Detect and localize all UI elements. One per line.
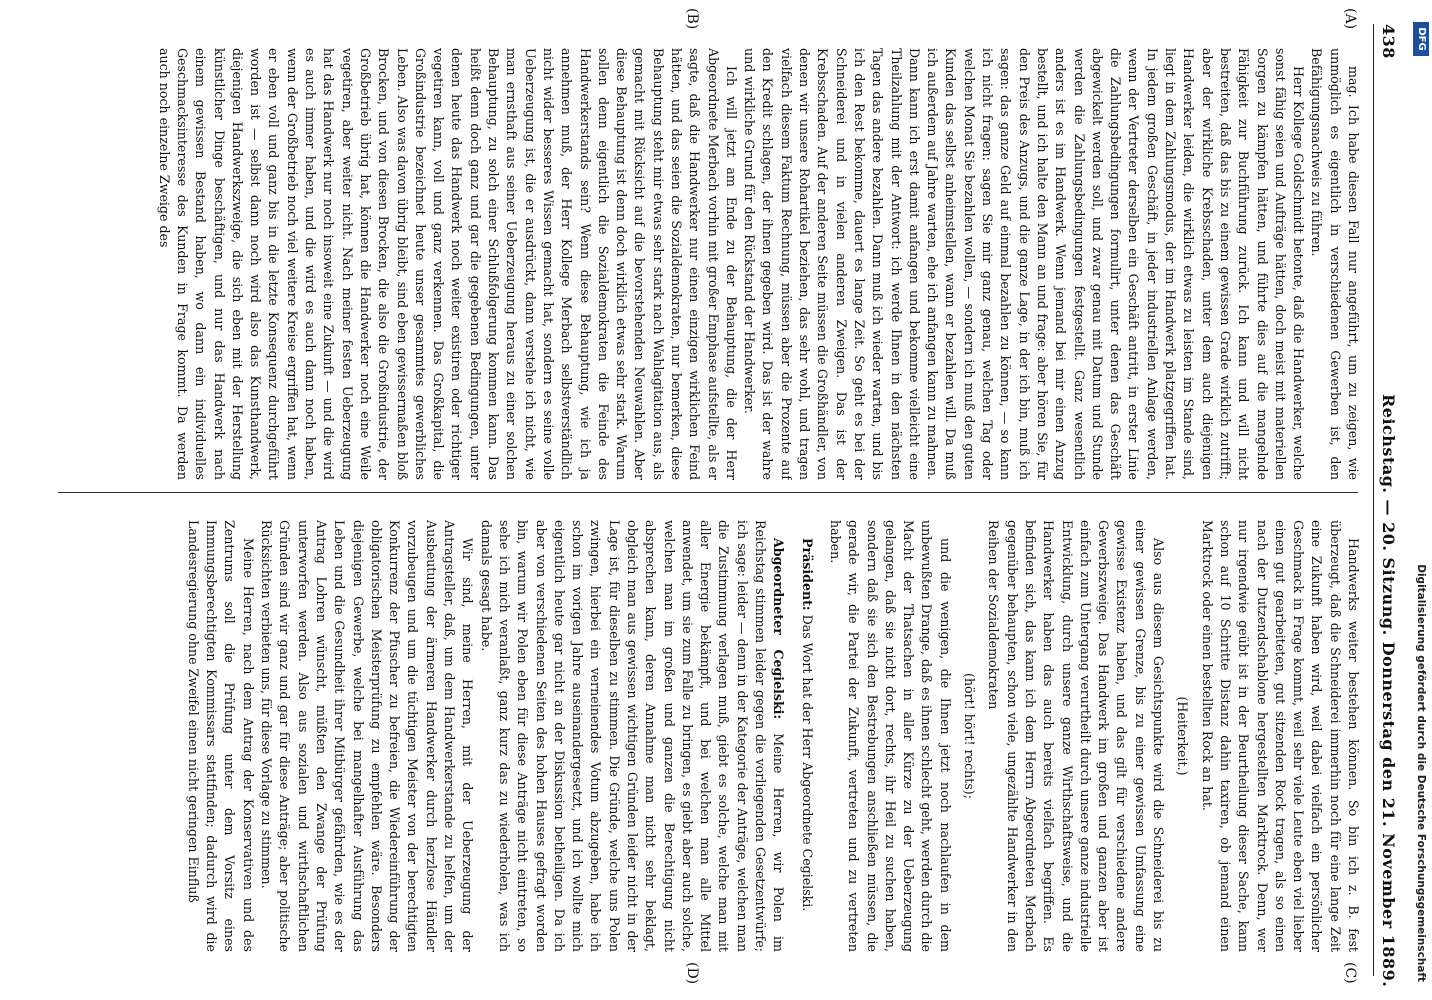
margin-marker-d: (D) <box>684 962 700 985</box>
president-text: Das Wort hat der Herr Abgeordnete Cegielski. <box>799 614 815 912</box>
paragraph: Meine Herren, nach dem Antrag der Konservativen und des Zentrums soll die Prüfung unter dem Vorsitz eines Immungsberechtigten Kommissars stattfinden; dadurch wird die Landesregierung ohne Zweifel einen nicht geringen Einfluß <box>185 520 256 952</box>
margin-marker-b: (B) <box>684 8 700 30</box>
paragraph: Herr Kollege Goldschmidt betonte, daß die Handwerker, welche sonst fähig seien und Aufträge hätten, doch meist mit materiellen Sorgen zu kämpfen hätten, und führte dies auf die mangelnde Fähigkeit zur Buchführung zurück. Ich kann und will nicht bestreiten, daß das bis zu einem gewissen Grade wirklich zutrifft; aber der wirkliche Krebsschaden, unter dem auch diejenigen Handwerker leiden, die wirklich etwas zu leisten im Stande sind, liegt in dem Zahlungsmodus, der im Handwerk platzgegriffen hat. In jedem großen Geschäft, in jeder industriellen Anlage werden, wenn der Vertreter derselben ein Geschäft antritt, in erster Linie die Zahlungsbedingungen formulirt, unter denen das Geschäft abgewickelt werden soll, und zwar genau mit Datum und Stunde werden die Zahlungsbedingungen festgestellt. Ganz wesentlich anders ist es im Handwerk. Wenn jemand bei mir einen Anzug bestellt, und ich halte den Mann an und frage: aber hören Sie, für den Preis des Anzugs, und die ganze Lage, in der ich bin, muß ich sagen: das ganze Geld auf einmal bezahlen zu können, — so kann ich nicht fragen: sagen Sie mir ganz genau, welchen Tag oder welchen Monat Sie bezahlen wollen, — sondern ich muß den guten Kunden das selbst anheimstellen, wann er bezahlen will. Da muß ich außerdem auf Jahre warten, ehe ich anfangen kann zu mahnen. Dann kann ich erst damit anfangen und bekomme vielleicht eine Theilzahlung mit der Antwort: ich werde Ihnen in den nächsten Tagen das andere bezahlen. Dann muß ich wieder warten, und bis ich den Rest bekomme, dauert es lange Zeit. So geht es bei der Schneiderei und in vielen anderen Zweigen. Das ist der Krebsschaden. Auf der anderen Seite müssen die Großhändler, von denen wir unsere Rohartikel beziehen, das sehr wohl, und tragen vielfach diesem Faktum Rechnung, müssen aber die Prozente auf den Kredit schlagen, der ihnen gegeben wird. Das ist der wahre und wirkliche Grund für den Rückstand der Handwerker. <box>742 48 1307 480</box>
speaker-paragraph <box>476 520 787 952</box>
president-label: Präsident: <box>799 538 815 611</box>
header-rule <box>1373 24 1374 976</box>
spacer <box>816 520 826 952</box>
left-text-column <box>52 48 1362 480</box>
margin-marker-c: (C) <box>1342 962 1358 984</box>
speaker-text: Meine Herren, wir Polen im Reichstag stimmen leider gegen die vorliegenden Gesetzentwürfe; ich sage: leider — denn in der Kategorie der Anträge, welchen man die Zustimmung verlagen muß, giebt es solche, welche man mit aller Energie bekämpft, und bei welchen man alle Mittel anwendet, um sie zum Falle zu bringen, es giebt aber auch solche, welchen man im großen und ganzen die Berechtigung nicht absprechen kann, deren Annahme man nicht sehr beklagt, obgleich man aus gewissen wichtigen Gründen leider nicht in der Lage ist, für dieselben zu stimmen. Die Gründe, welche uns Polen zwingen, hierbei ein verneinendes Votum abzugeben, habe ich schon im vorigen Jahre auseinandergesetzt, und ich wollte mich eigentlich heute gar nicht an der Diskussion betheiligen. Da ich aber von verschiedenen Seiten des hohen Hauses gefragt worden bin, warum wir Polen eben für diese Anträge nicht eintreten, so sehe ich mich veranlaßt, ganz kurz das zu wiederholen, was ich damals gesagt habe. <box>478 520 787 952</box>
page-running-title: Reichstag. — 20. Sitzung. Donnerstag den 21. November 1889. <box>1379 394 1398 988</box>
president-paragraph <box>797 520 815 952</box>
spacer <box>787 520 797 952</box>
speaker-label: Abgeordneter Cegielski: <box>771 538 787 720</box>
digitization-note-text: Digitalisierung gefördert durch die Deutsche Forschungsgemeinschaft <box>1415 564 1427 982</box>
paragraph: Also aus diesem Gesichtspunkte wird die Schneiderei bis zu einer gewissen Grenze, bis zu einer gewissen Umfassung eine gewisse Existenz haben, und das gilt für verschiedene andere Gewerbszweige. Das Handwerk im großen und ganzen aber ist einfach zum Untergang verurtheilt durch unsere ganze industrielle Entwicklung, durch unsere ganze Wirthschaftsweise, und die Handwerker haben das auch bereits vielfach begriffen. Es befinden sich, das kann ich dem Herrn Abgeordneten Merbach gegenüber behaupten, schon viele, ungezählte Handwerker in den Reihen der Sozialdemokraten <box>986 520 1167 952</box>
margin-marker-a: (A) <box>1342 8 1358 30</box>
right-text-column <box>52 520 1362 952</box>
laughter-note: (Heiterkeit.) <box>1175 696 1191 776</box>
dfg-logo-icon <box>1413 22 1429 56</box>
page-header <box>1370 24 1398 988</box>
digitization-note <box>1413 22 1429 982</box>
column-divider <box>58 492 1358 493</box>
paragraph: Wir sind, meine Herren, mit der Ueberzeugung der Antragsteller, daß, um dem Handwerkerstande zu helfen, um der Ausbeutung der ärmeren Handwerker durch herzlose Händler vorzubeugen und um die tüchtigen Meister von der berechtigten Konkurrenz der Pfuscher zu befreien, die Wiedereinführung der obligatorischen Meisterprüfung zu empfehlen wäre. Besonders diejenigen Gewerbe, welche bei mangelhafter Ausführung das Leben und die Gesundheit ihrer Mitbürger gefährden, wie es der Antrag Lohren wünscht, müßten den Zwange der Prüfung unterworfen werden. Also aus sozialen und wirthschaftlichen Gründen sind wir ganz und gar für diese Anträge; aber politische Rücksichten verbieten uns, für diese Vorlage zu stimmen. <box>259 520 476 952</box>
paragraph: Handwerks weiter bestehen können. So bin ich z. B. fest überzeugt, daß die Schneiderei immerhin noch für eine lange Zeit eine Zukunft haben wird, weil dabei vielfach ein persönlicher Geschmack in Frage kommt, weil sehr viele Leute eben viel lieber einen gut gearbeiteten, gut sitzenden Rock tragen, als so einen nach der Dutzendschablone hergestellten Marktrock. Denn, wer nur irgendwie geübt ist in der Beurtheilung dieser Sache, kann schon auf 10 Schritte Distanz dahin taxiren, ob jemand einen Marktrock oder einen bestellten Rock an hat. <box>1199 520 1361 952</box>
interjection-note: (hört! hört! rechts); <box>962 673 978 799</box>
page-number: 438 <box>1379 24 1398 59</box>
paragraph: Ich will jetzt am Ende zu der Behauptung, die der Herr Abgeordnete Merbach vorhin mit großer Emphase aufstellte, als er sagte, daß die Handwerker nur einen einzigen wirklichen Feind hätten, und das seien die Sozialdemokraten, nur bemerken, diese Behauptung steht mir etwas sehr stark nach Wahlagitation aus, als gemacht mit Rücksicht auf die bevorstehenden Neuwahlen. Aber diese Behauptung ist denn doch wirklich etwas sehr stark. Warum sollen denn eigentlich die Sozialdemokraten die Feinde des Handwerkerstands sein? Wenn diese Behauptung, wie ich ja annehmen muß, der Herr Kollege Merbach selbstverständlich nicht wider besseres Wissen gemacht hat, sondern es seine volle Ueberzeugung ist, die er ausdrückt, dann verstehe ich nicht, wie man ernsthaft aus seiner Ueberzeugung heraus zu einer solchen Behauptung, zu solch einer Schlußfolgerung kommen kann. Das heißt denn doch ganz und gar die gegebenen Bedingungen, unter denen heute das Handwerk noch weiter existiren oder richtiger vegetiren kann, voll und ganz verkennen. Das Großkapital, die Großindustrie bezeichnet heute unser gesammtes gewerbliches Leben. Also was davon übrig bleibt, sind eben gewissermaßen bloß Brocken, und von diesen Brocken, die also die Großindustrie, der Großbetrieb übrig hat, können die Handwerker noch eine Weile vegetiren, aber weiter nicht. Nach meiner festen Ueberzeugung hat das Handwerk nur noch insoweit eine Zukunft — und die wird es auch immer haben, und die wird es auch dann noch haben, wenn der Großbetrieb noch viel weitere Kreise ergriffen hat, wenn er eben voll und ganz bis in die letzte Konsequenz durchgeführt worden ist — selbst dann noch wird also das Kunsthandwerk, diejenigen Handwerkszweige, die sich eben mit der Herstellung künstlicher Dinge beschäftigen, und nur das Handwerk nach einem gewissen Bestand haben, wo dann ein individuelles Geschmacksinteresse des Kunden in Frage kommt. Da werden auch noch einzelne Zweige des <box>156 48 739 480</box>
dfg-logo-text: DFG <box>1416 27 1427 51</box>
paragraph: und die wenigen, die Ihnen jetzt noch nachlaufen in dem unbewußten Drange, daß es ihnen schlecht geht, werden durch die Macht der Thatsachen in aller Kürze zu der Ueberzeugung gelangen, daß sie nicht dort, rechts, ihr Heil zu suchen haben, sondern daß sie sich den Bestrebungen anschließen müssen, die gerade wir, die Partei der Zukunft, vertreten und zu vertreten haben. <box>827 520 953 952</box>
paragraph: mag. Ich habe diesen Fall nur angeführt, um zu zeigen, wie unmöglich es eigentlich in verschiedenen Gewerben ist, den Befähigungsnachweis zu führen. <box>1309 48 1361 480</box>
